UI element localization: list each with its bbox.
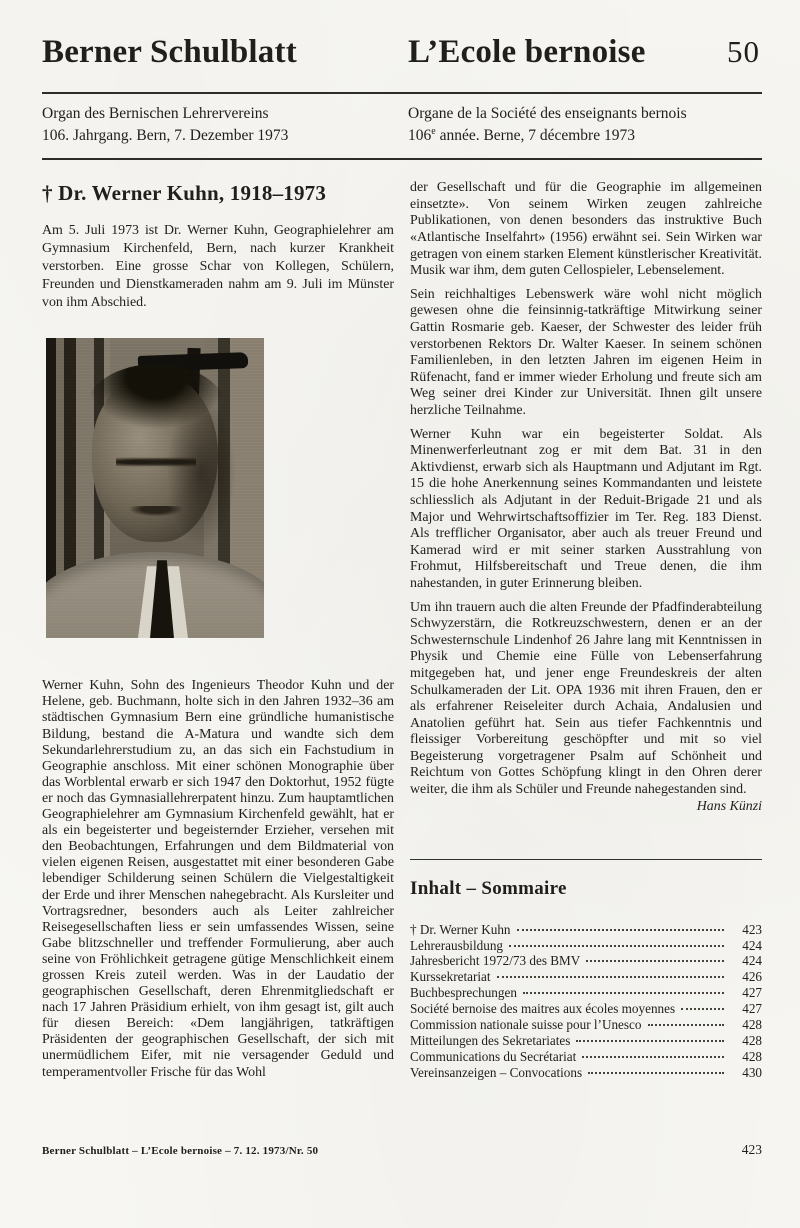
toc-entry-label: Kurssekretariat [410, 969, 491, 985]
toc-entry-page: 430 [742, 1064, 762, 1080]
table-of-contents [410, 922, 762, 1081]
article-right-paragraph-2: Sein reichhaltiges Lebenswerk wäre wohl nicht möglich gewesen ohne die feinsinnig-tatkräftige Mitwirkung seiner Gattin Rosmarie geb. Kaeser, der Schwester des leider früh verstorbenen Rektors Dr. Walter Kaeser. In seinem schönen Familienleben, in den letzten Jahren im eigenen Heim in Rüfenacht, fand er immer wieder Erholung und freute sich am Weg seiner drei Kinder zur Universität. Ihnen gilt unsere herzliche Teilnahme. [410, 286, 762, 419]
toc-entry-page: 424 [742, 937, 762, 953]
toc-dot-leader [517, 929, 724, 931]
toc-row [410, 985, 762, 1001]
toc-entry-page: 424 [742, 953, 762, 969]
article-right-paragraph-4 [410, 599, 762, 814]
toc-row [410, 1033, 762, 1049]
toc-row [410, 1017, 762, 1033]
toc-dot-leader [648, 1024, 725, 1026]
toc-entry-page: 428 [742, 1033, 762, 1049]
masthead-title-german: Berner Schulblatt [42, 34, 297, 70]
article-right-paragraph-4-text: Um ihn trauern auch die alten Freunde der Pfadfinderabteilung Schwyzerstärn, die Rotkreuzschwestern, denen er an der Schwesternschule Lindenhof 26 Jahre lang mit Kenntnissen in Physik und Chemie eine Fülle von Lebenserfahrung mitgegeben hat, und jener enge Freundeskreis der alten Schulkameraden der Lit. OPA 1936 mit ihren Frauen, den er als erfahrener Reiseleiter durch Achaia, Andalusien und Anatolien geführt hat. Sein aus tiefer Fachkenntnis und fleissiger Vorbereitung geschöpfter und mit so viel Begeisterung vorgetragener Psalm auf Schönheit und Reichtum von Gottes Schöpfung klingt in den Ohren derer weiter, die ihm als Schüler und Freunde nahegestanden sind. [410, 599, 762, 798]
page-number: 423 [741, 1142, 762, 1157]
masthead [42, 34, 762, 70]
toc-entry-page: 428 [742, 1048, 762, 1064]
toc-dot-leader [681, 1008, 724, 1010]
toc-dot-leader [586, 960, 724, 962]
portrait-photo [46, 338, 264, 638]
toc-row [410, 1065, 762, 1081]
toc-entry-page: 427 [742, 1001, 762, 1017]
right-column [394, 180, 762, 1080]
toc-entry-page: 426 [742, 969, 762, 985]
author-signature: Hans Künzi [696, 798, 762, 814]
masthead-subtitle [42, 94, 762, 158]
toc-entry-label: Buchbesprechungen [410, 985, 517, 1001]
photo-grain-overlay [46, 338, 264, 638]
toc-row [410, 922, 762, 938]
masthead-rule-bottom [42, 158, 762, 160]
date-line-french: 106e année. Berne, 7 décembre 1973 [408, 126, 635, 145]
toc-dot-leader [588, 1072, 724, 1074]
left-column [42, 180, 394, 1080]
toc-entry-label: Société bernoise des maitres aux écoles moyennes [410, 1001, 676, 1017]
toc-row [410, 938, 762, 954]
article-intro-paragraph: Am 5. Juli 1973 ist Dr. Werner Kuhn, Geographielehrer am Gymnasium Kirchenfeld, Bern, nach kurzer Krankheit verstorben. Eine grosse Schar von Kollegen, Schülern, Freunden und Dienstkameraden nahm am 9. Juli im Münster von ihm Abschied. [42, 223, 394, 311]
article-right-paragraph-1: der Gesellschaft und für die Geographie im allgemeinen einsetzte». Von seinem Wirken zeugen zahlreiche Publikationen, von denen besonders das instruktive Buch «Atlantische Inselfahrt» (1956) erwähnt sei. Sein Wirken war getragen von einem starken Element künstlerischer Kreativität. Musik war ihm, dem guten Cellospieler, Lebenselement. [410, 180, 762, 279]
toc-dot-leader [582, 1056, 724, 1058]
toc-dot-leader [576, 1040, 724, 1042]
article-columns [42, 180, 762, 1080]
toc-row [410, 1001, 762, 1017]
toc-entry-page: 428 [742, 1017, 762, 1033]
masthead-title-french: L’Ecole bernoise [408, 34, 646, 70]
toc-divider-rule [410, 859, 762, 860]
toc-dot-leader [523, 992, 724, 994]
organ-line-french: Organe de la Société des enseignants bernois [408, 105, 687, 123]
toc-dot-leader [509, 945, 724, 947]
date-line-german: 106. Jahrgang. Bern, 7. Dezember 1973 [42, 127, 289, 145]
toc-row [410, 953, 762, 969]
article-right-paragraph-3: Werner Kuhn war ein begeisterter Soldat. Als Minenwerferleutnant zog er mit dem Bat. 31 in den Aktivdienst, erwarb sich als Hauptmann und Adjutant im Rgt. 15 die hohe Anerkennung seines Kommandanten und leistete schliesslich als Adjutant in der Reduit-Brigade 21 und als Major und Wehrwirtschaftsoffizier im Ter. Reg. 183 Dienst. Als trefflicher Organisator, aber auch als treuer Freund und Kamerad wird er mit seiner starken Ausstrahlung von Frohmut, Hilfsbereitschaft und Treue denen, die ihm nahestanden, in guter Erinnerung bleiben. [410, 426, 762, 591]
issue-number: 50 [727, 34, 760, 69]
toc-entry-label: † Dr. Werner Kuhn [410, 921, 511, 937]
article-left-body: Werner Kuhn, Sohn des Ingenieurs Theodor Kuhn und der Helene, geb. Buchmann, holte sich in den Jahren 1932–36 am städtischen Gymnasium Bern eine gründliche humanistische Bildung, bestand die A-Matura und wandte sich dem Sekundarlehrerstudium zu, an das sich ein Fachstudium in Geographie anschloss. Mit einer schönen Monographie über das Worblental erwarb er sich 1947 den Doktorhut, 1952 fügte er noch das Gymnasiallehrerpatent hinzu. Zum hauptamtlichen Geographielehrer am Gymnasium Kirchenfeld gewählt, hat er als ein begeisterter und begeisternder Erzieher, versehen mit den Beobachtungen, Erfahrungen und dem Bildmaterial von vielen eigenen Reisen, ausgestattet mit einer besonderen Gabe lebendiger Schilderung seinen Schülern die Vielgestaltigkeit der Erde und ihrer Menschen nahegebracht. Als Kursleiter und Vortragsredner, besonders auch als Leiter zahlreicher Reisegesellschaften liess er sein umfassendes Wissen, seine Gabe blitzschneller und treffender Formulierung, aber auch seine von Fröhlichkeit getragene gütige Menschlichkeit einem grossen Kreis zuteil werden. Was in der Laudatio der geographischen Gesellschaft, deren Ehrenmitgliedschaft er nach 17 Jahren Präsidium erhielt, von ihm gesagt ist, gilt auch für diesen Bereich: «Dem langjährigen, tatkräftigen Präsidenten der geographischen Gesellschaft, der sich mit unermüdlichem Eifer, mit nie versagender Geduld und temperamentvoller Frische für das Wohl [42, 678, 394, 1080]
toc-entry-label: Communications du Secrétariat [410, 1048, 577, 1064]
toc-entry-label: Mitteilungen des Sekretariates [410, 1033, 571, 1049]
toc-heading: Inhalt – Sommaire [410, 877, 567, 899]
article-title: † Dr. Werner Kuhn, 1918–1973 [42, 181, 327, 206]
toc-entry-label: Vereinsanzeigen – Convocations [410, 1064, 583, 1080]
toc-entry-page: 423 [742, 921, 762, 937]
toc-entry-label: Commission nationale suisse pour l’Unesco [410, 1017, 642, 1033]
footer-imprint: Berner Schulblatt – L’Ecole bernoise – 7. 12. 1973/Nr. 50 [42, 1145, 319, 1157]
toc-entry-page: 427 [742, 985, 762, 1001]
organ-line-german: Organ des Bernischen Lehrervereins [42, 105, 269, 123]
toc-row [410, 1049, 762, 1065]
toc-row [410, 969, 762, 985]
toc-dot-leader [497, 976, 724, 978]
page-footer [42, 1142, 762, 1158]
toc-entry-label: Lehrerausbildung [410, 937, 504, 953]
toc-entry-label: Jahresbericht 1972/73 des BMV [410, 953, 581, 969]
